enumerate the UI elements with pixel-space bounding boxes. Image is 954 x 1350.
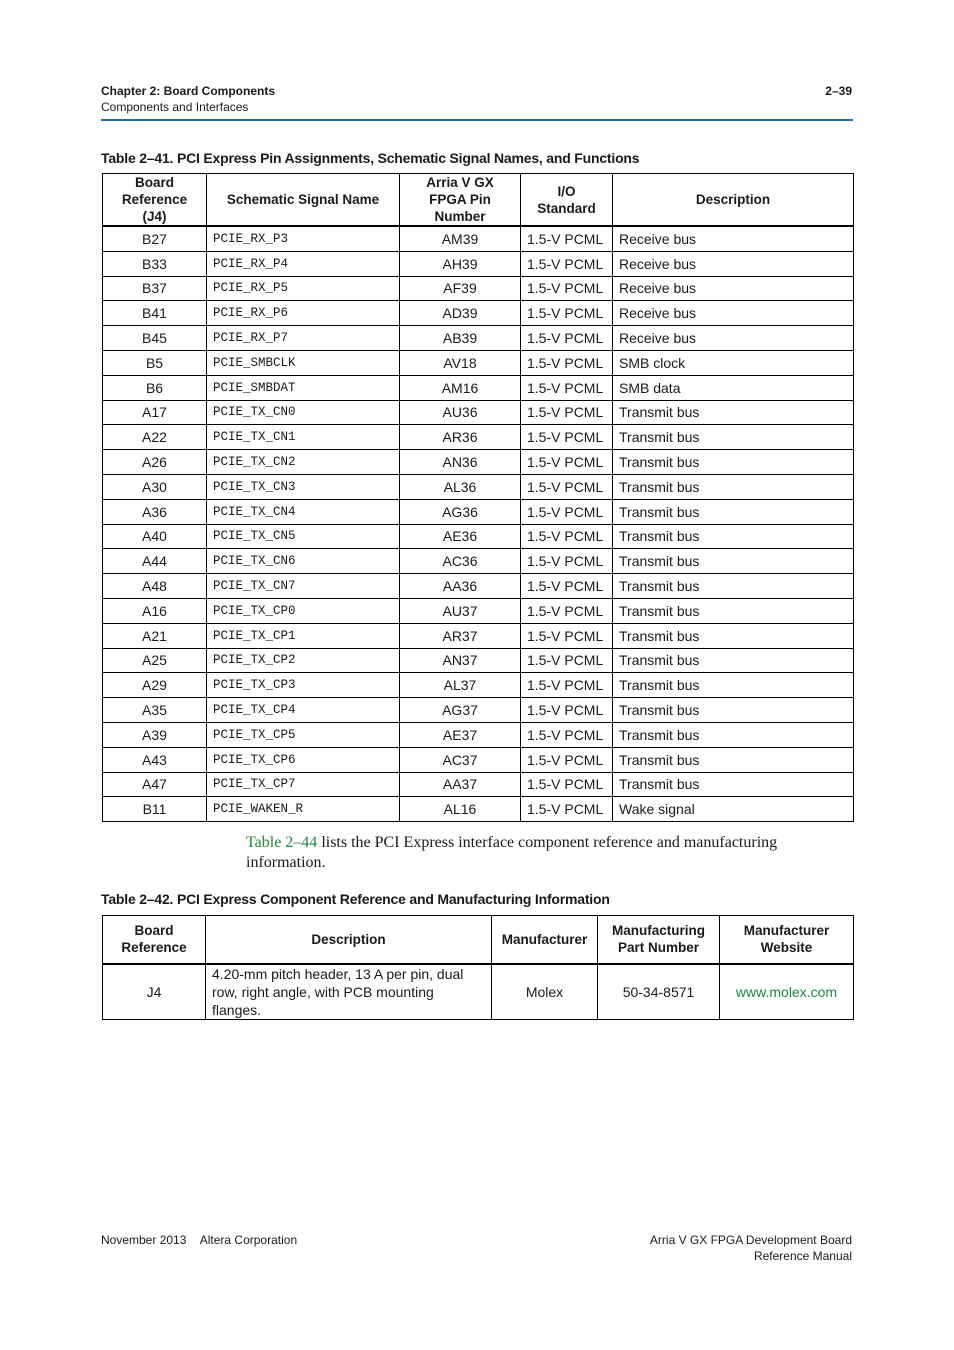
cell-board-reference: B41 — [103, 301, 207, 326]
cell-pin-number: AL37 — [400, 673, 521, 698]
table-row — [103, 474, 854, 499]
cell-signal-name: PCIE_TX_CN7 — [207, 574, 400, 599]
cell-signal-name: PCIE_TX_CP6 — [207, 747, 400, 772]
cell-board-reference: B45 — [103, 326, 207, 351]
section-title: Components and Interfaces — [101, 100, 249, 114]
cell-signal-name: PCIE_TX_CN0 — [207, 400, 400, 425]
cell-pin-number: AN37 — [400, 648, 521, 673]
body-paragraph — [246, 833, 846, 873]
cell-description: Transmit bus — [613, 598, 854, 623]
cell-pin-number: AE36 — [400, 524, 521, 549]
table1-caption: Table 2–41. PCI Express Pin Assignments, Schematic Signal Names, and Functions — [101, 150, 640, 166]
cell-io-standard: 1.5-V PCML — [521, 425, 613, 450]
cell-description: Transmit bus — [613, 549, 854, 574]
cell-description: Receive bus — [613, 276, 854, 301]
cell-board-reference: A30 — [103, 474, 207, 499]
footer-doc-title: Arria V GX FPGA Development Board — [649, 1233, 852, 1247]
cell-signal-name: PCIE_WAKEN_R — [207, 797, 400, 822]
table-row — [103, 425, 854, 450]
cell-board-reference: A40 — [103, 524, 207, 549]
table-row — [103, 326, 854, 351]
table-row — [103, 598, 854, 623]
cell-pin-number: AL16 — [400, 797, 521, 822]
col-description: Description — [206, 916, 492, 964]
cell-pin-number: AR36 — [400, 425, 521, 450]
cell-description: Transmit bus — [613, 722, 854, 747]
footer-right — [650, 1232, 852, 1264]
cell-description: Transmit bus — [613, 673, 854, 698]
page-number: 2–39 — [825, 84, 852, 98]
table-row — [103, 964, 854, 1020]
cell-board-reference: A43 — [103, 747, 207, 772]
footer-doc-subtitle: Reference Manual — [753, 1249, 852, 1263]
cell-pin-number: AN36 — [400, 450, 521, 475]
cell-io-standard: 1.5-V PCML — [521, 747, 613, 772]
cell-pin-number: AC36 — [400, 549, 521, 574]
cell-io-standard: 1.5-V PCML — [521, 326, 613, 351]
cell-signal-name: PCIE_TX_CP7 — [207, 772, 400, 797]
col-pin-number: Arria V GX FPGA Pin Number — [400, 174, 521, 227]
cell-io-standard: 1.5-V PCML — [521, 772, 613, 797]
cell-description: Transmit bus — [613, 648, 854, 673]
cell-pin-number: AB39 — [400, 326, 521, 351]
cell-description: Receive bus — [613, 226, 854, 251]
cell-io-standard: 1.5-V PCML — [521, 673, 613, 698]
cell-signal-name: PCIE_TX_CN3 — [207, 474, 400, 499]
cell-signal-name: PCIE_TX_CP2 — [207, 648, 400, 673]
cell-description: Transmit bus — [613, 698, 854, 723]
cell-signal-name: PCIE_RX_P7 — [207, 326, 400, 351]
pin-assignment-table — [102, 173, 854, 822]
cell-board-reference: A36 — [103, 499, 207, 524]
chapter-title: Chapter 2: Board Components — [101, 84, 276, 98]
cell-description: 4.20-mm pitch header, 13 A per pin, dual row, right angle, with PCB mounting flanges. — [206, 964, 492, 1020]
cell-board-reference: B33 — [103, 251, 207, 276]
cell-board-reference: A35 — [103, 698, 207, 723]
cell-board-reference: A17 — [103, 400, 207, 425]
col-website: Manufacturer Website — [720, 916, 854, 964]
table-row — [103, 747, 854, 772]
cell-io-standard: 1.5-V PCML — [521, 301, 613, 326]
cell-pin-number: AR37 — [400, 623, 521, 648]
table-row — [103, 226, 854, 251]
col-board-reference: Board Reference — [103, 916, 206, 964]
col-io-standard: I/O Standard — [521, 174, 613, 227]
cell-signal-name: PCIE_SMBDAT — [207, 375, 400, 400]
table-row — [103, 549, 854, 574]
table2-header-row — [103, 916, 854, 964]
cell-io-standard: 1.5-V PCML — [521, 797, 613, 822]
cell-io-standard: 1.5-V PCML — [521, 524, 613, 549]
cell-board-reference: B5 — [103, 350, 207, 375]
table-row — [103, 499, 854, 524]
cell-board-reference: A25 — [103, 648, 207, 673]
cell-signal-name: PCIE_RX_P3 — [207, 226, 400, 251]
cell-description: Transmit bus — [613, 425, 854, 450]
cell-pin-number: AV18 — [400, 350, 521, 375]
cell-pin-number: AU36 — [400, 400, 521, 425]
cell-pin-number: AA36 — [400, 574, 521, 599]
cell-io-standard: 1.5-V PCML — [521, 226, 613, 251]
cell-board-reference: A48 — [103, 574, 207, 599]
cell-io-standard: 1.5-V PCML — [521, 598, 613, 623]
cell-signal-name: PCIE_TX_CP5 — [207, 722, 400, 747]
table-row — [103, 648, 854, 673]
cell-signal-name: PCIE_TX_CP4 — [207, 698, 400, 723]
cell-description: Transmit bus — [613, 623, 854, 648]
cell-description: Receive bus — [613, 251, 854, 276]
cell-signal-name: PCIE_SMBCLK — [207, 350, 400, 375]
table-row — [103, 524, 854, 549]
cell-pin-number: AM39 — [400, 226, 521, 251]
cell-signal-name: PCIE_TX_CP1 — [207, 623, 400, 648]
paragraph-text: lists the PCI Express interface component reference and manufacturing information. — [246, 834, 778, 871]
cell-description: SMB clock — [613, 350, 854, 375]
cell-pin-number: AE37 — [400, 722, 521, 747]
cell-signal-name: PCIE_TX_CN5 — [207, 524, 400, 549]
cell-description: Transmit bus — [613, 474, 854, 499]
header-rule — [101, 119, 853, 121]
cell-board-reference: B27 — [103, 226, 207, 251]
cell-board-reference: A44 — [103, 549, 207, 574]
table-row — [103, 574, 854, 599]
cell-board-reference: B11 — [103, 797, 207, 822]
cell-signal-name: PCIE_TX_CN2 — [207, 450, 400, 475]
table-row — [103, 450, 854, 475]
cell-io-standard: 1.5-V PCML — [521, 722, 613, 747]
footer-company: Altera Corporation — [199, 1233, 298, 1247]
manufacturer-website-link[interactable]: www.molex.com — [720, 964, 854, 1020]
cell-signal-name: PCIE_TX_CN1 — [207, 425, 400, 450]
cell-pin-number: AL36 — [400, 474, 521, 499]
cell-description: SMB data — [613, 375, 854, 400]
cell-signal-name: PCIE_TX_CN4 — [207, 499, 400, 524]
footer-date: November 2013 — [101, 1233, 187, 1247]
table-row — [103, 623, 854, 648]
cell-part-number: 50-34-8571 — [598, 964, 720, 1020]
table-row — [103, 797, 854, 822]
cell-signal-name: PCIE_TX_CN6 — [207, 549, 400, 574]
cell-board-reference: A21 — [103, 623, 207, 648]
cell-description: Transmit bus — [613, 400, 854, 425]
cell-board-reference: B37 — [103, 276, 207, 301]
cell-io-standard: 1.5-V PCML — [521, 623, 613, 648]
col-board-reference: Board Reference (J4) — [103, 174, 207, 227]
cell-description: Transmit bus — [613, 450, 854, 475]
table-row — [103, 251, 854, 276]
table2-caption: Table 2–42. PCI Express Component Reference and Manufacturing Information — [101, 891, 610, 907]
cell-pin-number: AD39 — [400, 301, 521, 326]
table-row — [103, 375, 854, 400]
cell-io-standard: 1.5-V PCML — [521, 474, 613, 499]
table-row — [103, 772, 854, 797]
table-row — [103, 400, 854, 425]
cell-description: Receive bus — [613, 301, 854, 326]
cell-description: Wake signal — [613, 797, 854, 822]
cell-pin-number: AC37 — [400, 747, 521, 772]
cell-board-reference: A16 — [103, 598, 207, 623]
cell-board-reference: J4 — [103, 964, 206, 1020]
cell-manufacturer: Molex — [492, 964, 598, 1020]
cell-signal-name: PCIE_RX_P4 — [207, 251, 400, 276]
cell-signal-name: PCIE_TX_CP0 — [207, 598, 400, 623]
cell-io-standard: 1.5-V PCML — [521, 450, 613, 475]
cell-pin-number: AU37 — [400, 598, 521, 623]
cell-description: Transmit bus — [613, 574, 854, 599]
table1-header-row — [103, 174, 854, 227]
cell-pin-number: AF39 — [400, 276, 521, 301]
cell-pin-number: AA37 — [400, 772, 521, 797]
table-row — [103, 276, 854, 301]
cell-board-reference: B6 — [103, 375, 207, 400]
col-manufacturer: Manufacturer — [492, 916, 598, 964]
cell-description: Transmit bus — [613, 524, 854, 549]
table-row — [103, 350, 854, 375]
cell-board-reference: A26 — [103, 450, 207, 475]
cell-description: Transmit bus — [613, 747, 854, 772]
col-part-number: Manufacturing Part Number — [598, 916, 720, 964]
cell-io-standard: 1.5-V PCML — [521, 400, 613, 425]
cell-description: Transmit bus — [613, 499, 854, 524]
table-row — [103, 722, 854, 747]
component-reference-table — [102, 915, 854, 1020]
cell-description: Transmit bus — [613, 772, 854, 797]
cell-io-standard: 1.5-V PCML — [521, 276, 613, 301]
cell-description: Receive bus — [613, 326, 854, 351]
table-row — [103, 698, 854, 723]
cell-io-standard: 1.5-V PCML — [521, 350, 613, 375]
table-cross-reference-link[interactable]: Table 2–44 — [246, 834, 318, 851]
cell-signal-name: PCIE_RX_P6 — [207, 301, 400, 326]
cell-io-standard: 1.5-V PCML — [521, 499, 613, 524]
table-row — [103, 301, 854, 326]
col-signal-name: Schematic Signal Name — [207, 174, 400, 227]
cell-io-standard: 1.5-V PCML — [521, 648, 613, 673]
cell-signal-name: PCIE_RX_P5 — [207, 276, 400, 301]
cell-signal-name: PCIE_TX_CP3 — [207, 673, 400, 698]
cell-board-reference: A39 — [103, 722, 207, 747]
cell-pin-number: AG36 — [400, 499, 521, 524]
cell-pin-number: AG37 — [400, 698, 521, 723]
cell-io-standard: 1.5-V PCML — [521, 549, 613, 574]
cell-board-reference: A29 — [103, 673, 207, 698]
cell-io-standard: 1.5-V PCML — [521, 698, 613, 723]
table-row — [103, 673, 854, 698]
cell-pin-number: AM16 — [400, 375, 521, 400]
cell-io-standard: 1.5-V PCML — [521, 251, 613, 276]
cell-board-reference: A47 — [103, 772, 207, 797]
footer-left — [101, 1232, 297, 1248]
cell-pin-number: AH39 — [400, 251, 521, 276]
cell-io-standard: 1.5-V PCML — [521, 574, 613, 599]
cell-io-standard: 1.5-V PCML — [521, 375, 613, 400]
cell-board-reference: A22 — [103, 425, 207, 450]
col-description: Description — [613, 174, 854, 227]
